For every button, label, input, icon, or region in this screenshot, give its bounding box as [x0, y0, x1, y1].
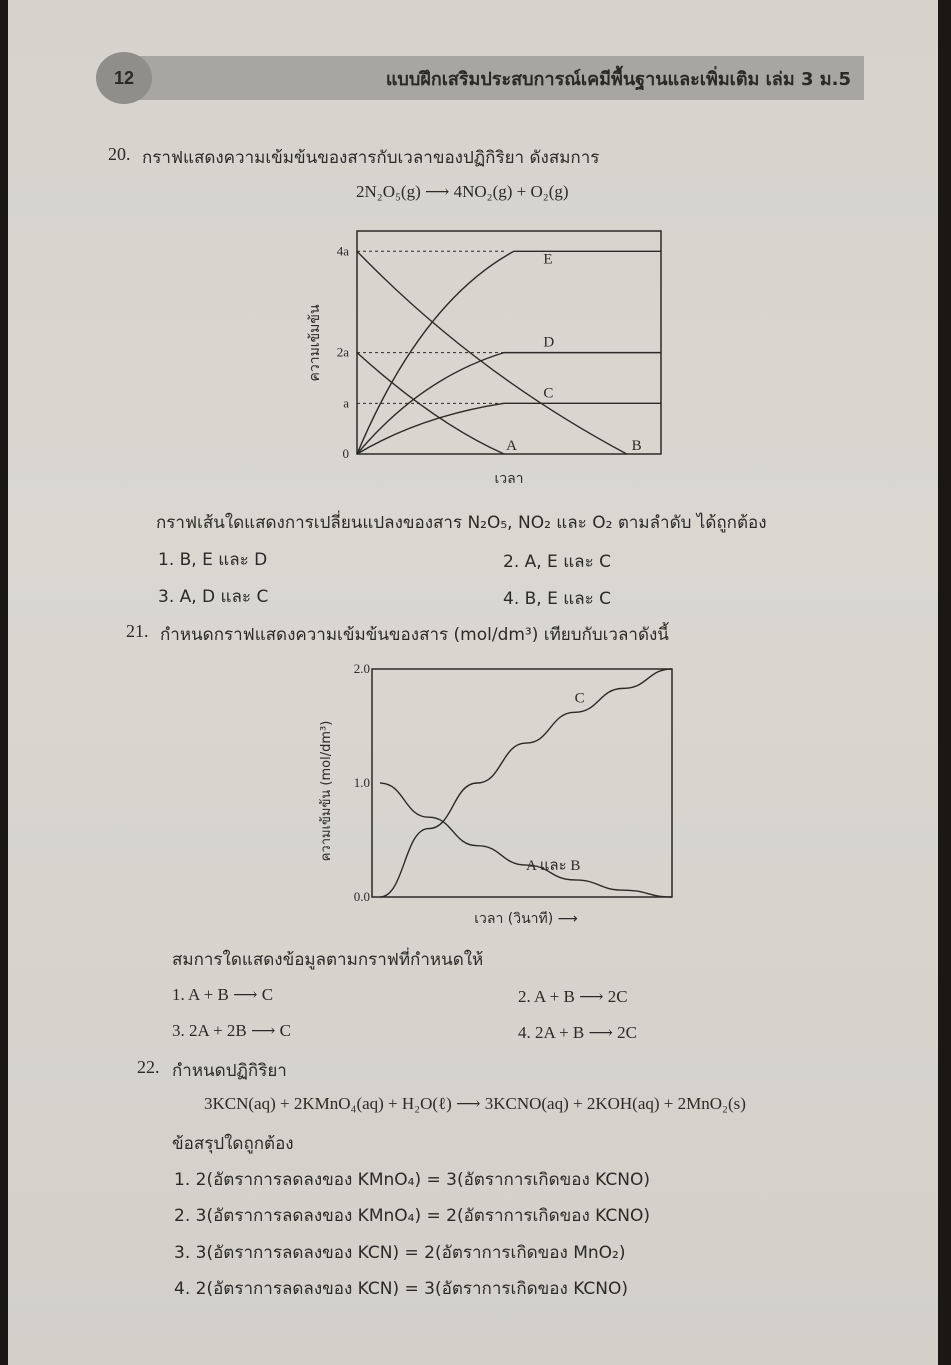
q20-y-tick-label: 0 [342, 446, 349, 461]
q21-y-tick-label: 0.0 [353, 889, 370, 904]
q20-number: 20. [108, 144, 131, 164]
q20-series-label-B: B [631, 438, 642, 454]
q21-x-axis-label: เวลา (วินาที) ⟶ [474, 911, 578, 927]
q22-prompt: ข้อสรุปใดถูกต้อง [172, 1134, 294, 1154]
q22-choice-2: 2. 3(อัตราการลดลงของ KMnO₄) = 2(อัตราการเกิดของ KCNO) [174, 1206, 650, 1226]
q21-number: 21. [126, 621, 149, 641]
q22-question: กำหนดปฏิกิริยา [172, 1061, 287, 1081]
q21-chart [300, 655, 690, 935]
q20-series-label-A: A [506, 438, 517, 454]
q22-choice-4: 4. 2(อัตราการลดลงของ KCN) = 3(อัตราการเกิดของ KCNO) [174, 1279, 629, 1299]
q22-choice-1: 1. 2(อัตราการลดลงของ KMnO₄) = 3(อัตราการเกิดของ KCNO) [174, 1170, 650, 1190]
q20-choice-1: 1. B, E และ D [158, 550, 268, 570]
q21-choice-4: 4. 2A + B ⟶ 2C [518, 1023, 637, 1042]
q20-plot-frame [357, 231, 661, 454]
q20-question: กราฟแสดงความเข้มข้นของสารกับเวลาของปฏิกิริยา ดังสมการ [142, 148, 600, 168]
q20-series-label-E: E [543, 251, 553, 268]
q20-x-axis-label: เวลา [494, 471, 524, 487]
q20-choice-2: 2. A, E และ C [503, 552, 611, 572]
q21-y-tick-label: 1.0 [353, 775, 370, 790]
q20-equation: 2N₂O₅(g) ⟶ 4NO₂(g) + O₂(g) [356, 182, 569, 201]
q22-equation: 3KCN(aq) + 2KMnO₄(aq) + H₂O(ℓ) ⟶ 3KCNO(aq) + 2KOH(aq) + 2MnO₂(s) [204, 1094, 746, 1113]
q21-y-tick-label: 2.0 [353, 661, 370, 676]
book-title: แบบฝึกเสริมประสบการณ์เคมีพื้นฐานและเพิ่มเติม เล่ม 3 ม.5 [385, 69, 851, 90]
q20-y-tick-label: 2a [336, 344, 349, 360]
q20-choice-4: 4. B, E และ C [503, 589, 612, 609]
q21-series-label: C [574, 690, 585, 707]
q21-series-line [380, 783, 672, 897]
q22-choice-3: 3. 3(อัตราการลดลงของ KCN) = 2(อัตราการเกิดของ MnO₂) [174, 1243, 626, 1263]
q21-question: กำหนดกราฟแสดงความเข้มข้นของสาร (mol/dm³) เทียบกับเวลาดังนี้ [160, 625, 669, 645]
q21-plot-frame [372, 669, 672, 897]
q20-series-label-C: C [543, 385, 554, 402]
q21-series-label: A และ B [526, 857, 581, 874]
q21-choice-2: 2. A + B ⟶ 2C [518, 987, 628, 1006]
q22-number: 22. [137, 1057, 160, 1077]
q20-choice-3: 3. A, D และ C [158, 587, 269, 607]
q21-y-axis-label: ความเข้มข้น (mol/dm³) [319, 720, 334, 862]
q21-choice-1: 1. A + B ⟶ C [172, 985, 274, 1004]
q21-choice-3: 3. 2A + 2B ⟶ C [172, 1021, 291, 1040]
q20-y-tick-label: 4a [336, 243, 349, 259]
q20-series-label-D: D [543, 334, 555, 351]
page-number: 12 [96, 52, 152, 104]
q20-prompt: กราฟเส้นใดแสดงการเปลี่ยนแปลงของสาร N₂O₅, NO₂ และ O₂ ตามลำดับ ได้ถูกต้อง [156, 513, 767, 533]
q20-y-axis-label: ความเข้มข้น [307, 304, 323, 382]
q21-prompt: สมการใดแสดงข้อมูลตามกราฟที่กำหนดให้ [172, 950, 484, 970]
q20-chart [295, 225, 675, 490]
q20-y-tick-label: a [343, 395, 349, 411]
